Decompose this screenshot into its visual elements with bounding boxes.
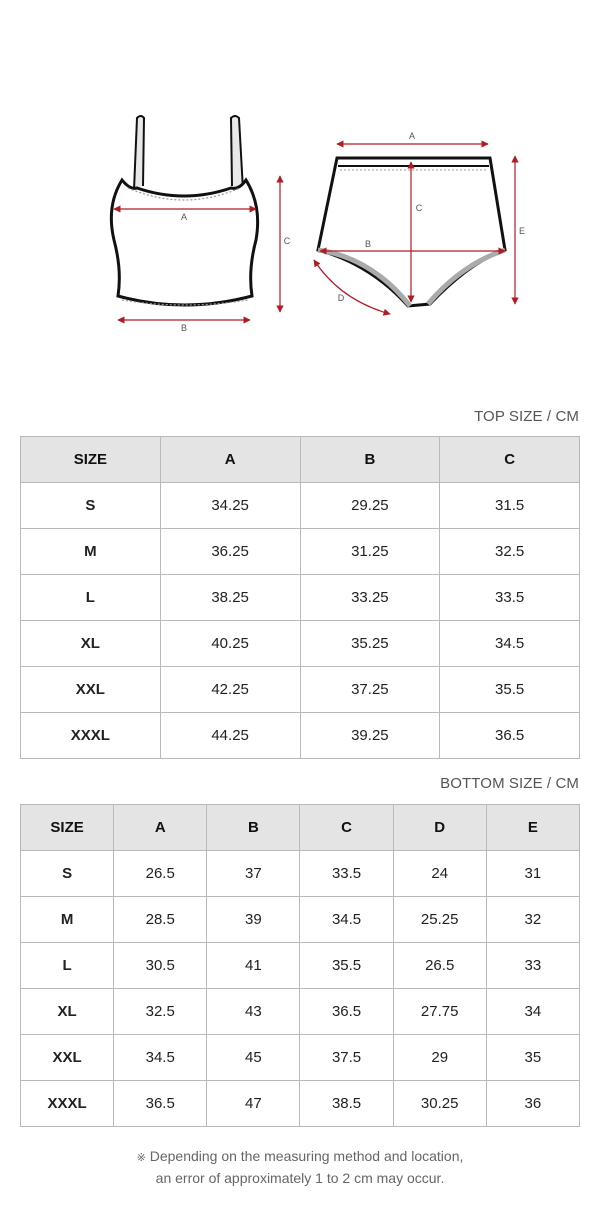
value-cell: 32.5 (440, 529, 580, 575)
value-cell: 26.5 (393, 943, 486, 989)
top-label-a: A (180, 212, 188, 222)
bottom-label-a: A (408, 131, 416, 141)
bottom-label-e: E (518, 226, 526, 236)
value-cell: 33.5 (440, 575, 580, 621)
note-text-1: Depending on the measuring method and location, (149, 1148, 464, 1164)
size-cell: XL (21, 621, 161, 667)
bottom-size-title: BOTTOM SIZE / CM (440, 775, 579, 792)
value-cell: 42.25 (160, 667, 300, 713)
value-cell: 45 (207, 1035, 300, 1081)
bottom-header-a: A (114, 805, 207, 851)
value-cell: 39 (207, 897, 300, 943)
value-cell: 41 (207, 943, 300, 989)
value-cell: 37 (207, 851, 300, 897)
value-cell: 31.5 (440, 483, 580, 529)
value-cell: 33 (486, 943, 579, 989)
size-cell: XL (21, 989, 114, 1035)
table-row (21, 897, 580, 943)
value-cell: 24 (393, 851, 486, 897)
value-cell: 38.25 (160, 575, 300, 621)
table-row (21, 1081, 580, 1127)
value-cell: 31 (486, 851, 579, 897)
table-row (21, 529, 580, 575)
value-cell: 36 (486, 1081, 579, 1127)
table-row (21, 713, 580, 759)
value-cell: 32.5 (114, 989, 207, 1035)
table-row (21, 483, 580, 529)
size-cell: L (21, 575, 161, 621)
top-header-b: B (300, 437, 440, 483)
bottom-label-b: B (364, 239, 372, 249)
value-cell: 35 (486, 1035, 579, 1081)
table-row (21, 1035, 580, 1081)
value-cell: 34.25 (160, 483, 300, 529)
measurement-note (0, 1146, 600, 1188)
value-cell: 30.5 (114, 943, 207, 989)
value-cell: 34 (486, 989, 579, 1035)
value-cell: 35.25 (300, 621, 440, 667)
value-cell: 29.25 (300, 483, 440, 529)
table-row (21, 667, 580, 713)
note-line-1 (0, 1146, 600, 1168)
top-header-row (21, 437, 580, 483)
value-cell: 40.25 (160, 621, 300, 667)
value-cell: 34.5 (114, 1035, 207, 1081)
value-cell: 34.5 (440, 621, 580, 667)
note-text-2: an error of approximately 1 to 2 cm may occur. (155, 1170, 445, 1186)
size-cell: XXXL (21, 713, 161, 759)
bottom-header-b: B (207, 805, 300, 851)
top-header-c: C (440, 437, 580, 483)
briefs-bottom-drawing (314, 131, 525, 314)
garment-measurement-diagram (0, 0, 600, 360)
value-cell: 34.5 (300, 897, 393, 943)
bottom-header-row (21, 805, 580, 851)
reference-mark-icon: ※ (136, 1152, 146, 1164)
value-cell: 37.5 (300, 1035, 393, 1081)
bottom-label-c: C (415, 203, 423, 213)
value-cell: 35.5 (300, 943, 393, 989)
top-label-c: C (283, 236, 291, 246)
size-cell: S (21, 851, 114, 897)
value-cell: 36.5 (440, 713, 580, 759)
value-cell: 26.5 (114, 851, 207, 897)
size-cell: XXL (21, 667, 161, 713)
table-row (21, 989, 580, 1035)
value-cell: 32 (486, 897, 579, 943)
top-label-b: B (180, 323, 188, 333)
bottom-header-size: SIZE (21, 805, 114, 851)
bottom-size-table (20, 804, 580, 1127)
table-row (21, 575, 580, 621)
value-cell: 28.5 (114, 897, 207, 943)
size-cell: M (21, 897, 114, 943)
bottom-label-d: D (337, 293, 345, 303)
value-cell: 38.5 (300, 1081, 393, 1127)
value-cell: 29 (393, 1035, 486, 1081)
table-row (21, 621, 580, 667)
size-cell: XXL (21, 1035, 114, 1081)
value-cell: 37.25 (300, 667, 440, 713)
bottom-header-c: C (300, 805, 393, 851)
value-cell: 30.25 (393, 1081, 486, 1127)
value-cell: 36.5 (114, 1081, 207, 1127)
size-cell: XXXL (21, 1081, 114, 1127)
value-cell: 43 (207, 989, 300, 1035)
value-cell: 47 (207, 1081, 300, 1127)
size-cell: L (21, 943, 114, 989)
size-cell: S (21, 483, 161, 529)
value-cell: 44.25 (160, 713, 300, 759)
value-cell: 39.25 (300, 713, 440, 759)
value-cell: 36.5 (300, 989, 393, 1035)
table-row (21, 851, 580, 897)
camisole-top-drawing (111, 116, 290, 333)
table-row (21, 943, 580, 989)
bottom-header-e: E (486, 805, 579, 851)
value-cell: 25.25 (393, 897, 486, 943)
value-cell: 36.25 (160, 529, 300, 575)
value-cell: 35.5 (440, 667, 580, 713)
value-cell: 27.75 (393, 989, 486, 1035)
top-header-a: A (160, 437, 300, 483)
value-cell: 33.25 (300, 575, 440, 621)
size-cell: M (21, 529, 161, 575)
top-size-title: TOP SIZE / CM (474, 408, 579, 425)
value-cell: 33.5 (300, 851, 393, 897)
value-cell: 31.25 (300, 529, 440, 575)
top-size-table (20, 436, 580, 759)
bottom-header-d: D (393, 805, 486, 851)
top-header-size: SIZE (21, 437, 161, 483)
